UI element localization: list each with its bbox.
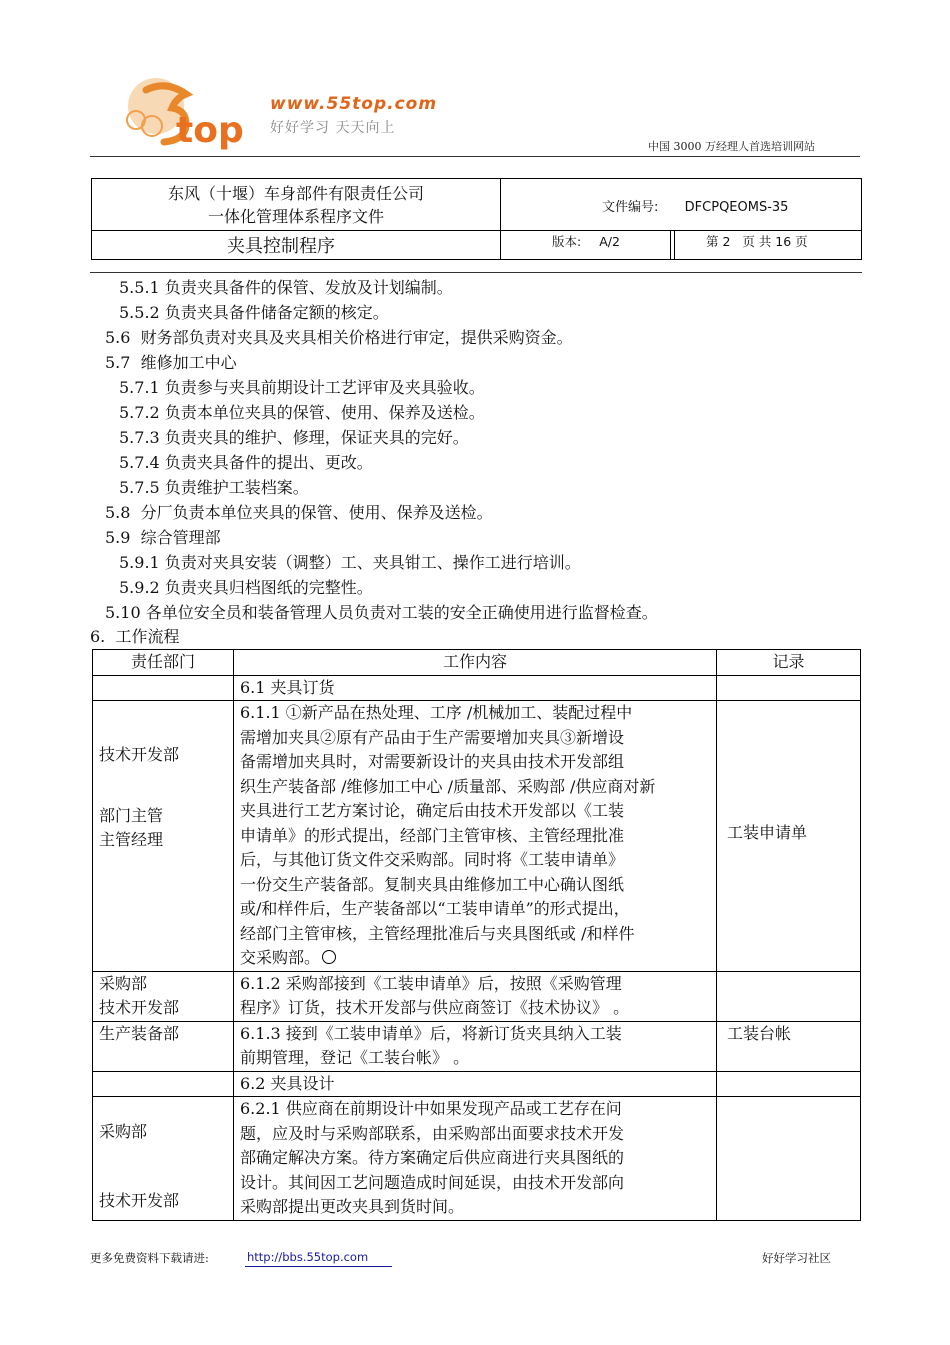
record-label-text: 工装台帐	[727, 1023, 792, 1043]
table-row	[93, 1071, 861, 1097]
footer-download-label: 更多免费资料下载请进:	[90, 1251, 209, 1265]
clause-5-5-2: 5.5.2 负责夹具备件储备定额的核定。	[119, 303, 389, 322]
system-name: 一体化管理体系程序文件	[207, 207, 384, 226]
logo-url: www.55top.com	[270, 94, 438, 114]
record-label	[717, 1021, 861, 1071]
section-6-1-title: 6.1 夹具订货	[234, 675, 717, 701]
divider	[500, 179, 501, 259]
section-6-2-title: 6.2 夹具设计	[234, 1071, 717, 1097]
dept-label: 主管经理	[99, 830, 164, 849]
site-note: 中国 3000 万经理人首选培训网站	[648, 140, 815, 153]
clause-5-9-2: 5.9.2 负责夹具归档图纸的完整性。	[119, 578, 373, 597]
dept-cell	[93, 1097, 234, 1221]
cursor-icon	[322, 950, 336, 964]
table-row	[93, 675, 861, 701]
dept-label: 技术开发部	[99, 998, 180, 1017]
dept-cell	[93, 701, 234, 972]
document-title: 夹具控制程序	[227, 236, 335, 257]
company-name: 东风（十堰）车身部件有限责任公司	[167, 184, 424, 203]
divider	[92, 230, 861, 231]
footer-link-underline	[245, 1266, 392, 1267]
dept-label: 生产装备部	[93, 1021, 234, 1071]
company-block	[92, 182, 500, 228]
footer-link[interactable]: http://bbs.55top.com	[247, 1250, 369, 1264]
record-cell	[717, 701, 861, 972]
doc-number-value: DFCPQEOMS-35	[684, 200, 789, 215]
dept-cell	[93, 971, 234, 1021]
content-6-1-2: 6.1.2 采购部接到《工装申请单》后，按照《采购管理 程序》订货，技术开发部与供应商签订《技术协议》 。	[234, 971, 717, 1021]
table-row	[93, 1097, 861, 1221]
record-label: 工装申请单	[727, 822, 808, 842]
doc-number-label: 文件编号:	[602, 200, 659, 215]
dept-label: 技术开发部	[99, 745, 180, 764]
content-6-1-1: 6.1.1 ①新产品在热处理、工序 /机械加工、装配过程中 需增加夹具②原有产品由于生产需要增加夹具③新增设 备需增加夹具时，对需要新设计的夹具由技术开发部组 织生产装备部 /维修加工中心 /质量部、采购部 /供应商对新 夹具进行工艺方案讨论，确定后由技术开发部以《工装 申请单》的形式提出，经部门主管审核、主管经理批准 后，与其他订货文件交采购部。同时将《工装申请单》 一份交生产装备部。复制夹具由维修加工中心确认图纸 或/和样件后，生产装备部以“工装申请单”的形式提出， 经部门主管审核，主管经理批准后与夹具图纸或 /和样件 交采购部。	[240, 703, 656, 967]
page-info: 第 2 页 共 16 页	[706, 234, 808, 249]
header-content: 工作内容	[234, 650, 717, 676]
dept-label: 部门主管	[99, 805, 164, 825]
logo-55top	[118, 70, 268, 150]
dept-label: 技术开发部	[99, 1190, 180, 1210]
dept-label: 采购部	[99, 1122, 148, 1141]
clause-5-5-1: 5.5.1 负责夹具备件的保管、发放及计划编制。	[119, 278, 453, 297]
clause-5-7-5: 5.7.5 负责维护工装档案。	[119, 478, 309, 497]
version-label: 版本:	[552, 234, 582, 249]
version	[552, 232, 620, 250]
clause-5-7-3: 5.7.3 负责夹具的维护、修理，保证夹具的完好。	[119, 428, 469, 447]
clause-5-9-1: 5.9.1 负责对夹具安装（调整）工、夹具钳工、操作工进行培训。	[119, 553, 581, 572]
table-row	[93, 701, 861, 972]
divider	[670, 230, 671, 259]
table-header-row	[93, 650, 861, 676]
section-6-heading: 6. 工作流程	[90, 627, 180, 646]
table-row	[93, 971, 861, 1021]
clause-5-10: 5.10 各单位安全员和装备管理人员负责对工装的安全正确使用进行监督检查。	[105, 603, 658, 622]
clause-5-6: 5.6 财务部负责对夹具及夹具相关价格进行审定，提供采购资金。	[105, 328, 573, 347]
logo-slogan: 好好学习 天天向上	[270, 120, 396, 136]
table-row	[93, 1021, 861, 1071]
clause-5-7-4: 5.7.4 负责夹具备件的提出、更改。	[119, 453, 373, 472]
footer-community: 好好学习社区	[762, 1251, 831, 1265]
document-info-table	[91, 178, 862, 260]
clause-5-7-2: 5.7.2 负责本单位夹具的保管、使用、保养及送检。	[119, 403, 485, 422]
clause-5-8: 5.8 分厂负责本单位夹具的保管、使用、保养及送检。	[105, 503, 493, 522]
header-record: 记录	[717, 650, 861, 676]
header-bottom-rule	[90, 272, 862, 273]
svg-text:top: top	[176, 110, 244, 150]
header-rule	[90, 156, 860, 157]
clause-5-7: 5.7 维修加工中心	[105, 353, 237, 372]
content-cell	[234, 701, 717, 972]
content-6-1-3: 6.1.3 接到《工装申请单》后，将新订货夹具纳入工装 前期管理，登记《工装台帐》 。	[234, 1021, 717, 1071]
doc-number	[602, 196, 788, 215]
clause-5-9: 5.9 综合管理部	[105, 528, 221, 547]
header-dept: 责任部门	[93, 650, 234, 676]
clause-5-7-1: 5.7.1 负责参与夹具前期设计工艺评审及夹具验收。	[119, 378, 485, 397]
version-value: A/2	[599, 234, 620, 249]
workflow-table	[92, 649, 861, 1221]
divider	[674, 230, 675, 259]
dept-label: 采购部	[99, 973, 148, 993]
content-6-2-1: 6.2.1 供应商在前期设计中如果发现产品或工艺存在问 题，应及时与采购部联系，由采购部出面要求技术开发 部确定解决方案。待方案确定后供应商进行夹具图纸的 设计。其间因工艺问题造成时间延误，由技术开发部向 采购部提出更改夹具到货时间。	[234, 1097, 717, 1221]
